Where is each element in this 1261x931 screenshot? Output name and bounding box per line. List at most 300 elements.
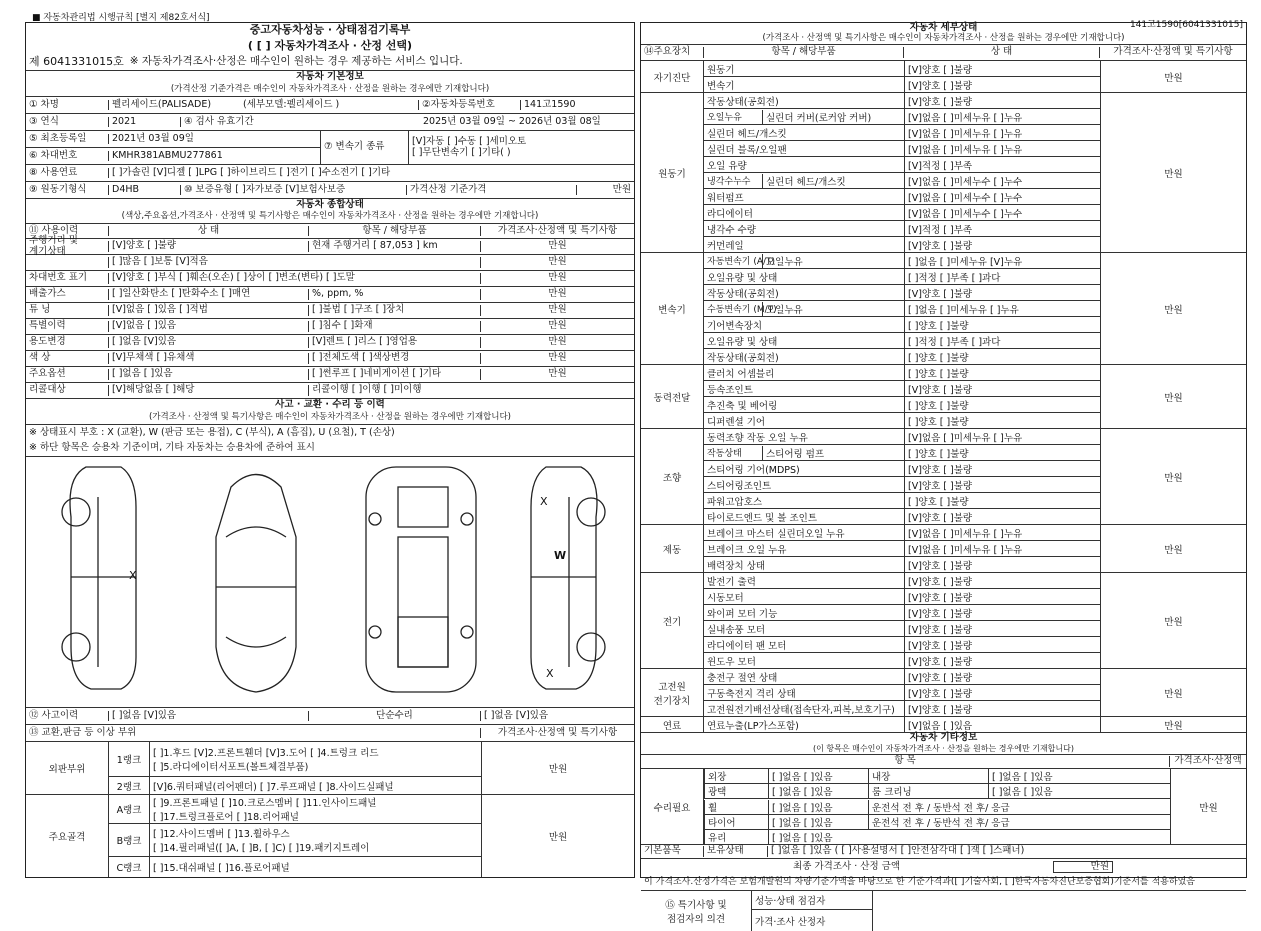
detail-group-rows — [704, 365, 1100, 428]
detail-state: [V]없음 [ ]미세누수 [ ]누수 — [904, 205, 1100, 220]
opinion-role-1-text: 성능·상태 점검자 — [755, 896, 826, 907]
detail-item: 커먼레일 — [707, 240, 744, 252]
summary-state: [ ]없음 [ ]있음 — [108, 369, 308, 379]
doc-header-right: 141고1590[6041331015] — [1129, 20, 1243, 30]
rank-1-label: 1랭크 — [109, 742, 150, 776]
detail-note — [641, 34, 1246, 45]
detail-item: 시동모터 — [707, 592, 744, 604]
detail-state: [V]적정 [ ]부족 — [904, 157, 1100, 172]
basic-items-row — [641, 845, 1246, 859]
detail-row — [704, 61, 1100, 77]
detail-state: [ ]양호 [ ]불량 — [904, 445, 1100, 460]
rank-a-items — [150, 795, 481, 823]
summary-label: 주행거리 및 계기상태 — [29, 235, 78, 257]
detail-row — [704, 237, 1100, 252]
summary-state: [V]없음 [ ]있음 — [108, 321, 308, 331]
summary-state: [ ]많음 [ ]보통 [V]적음 — [108, 257, 308, 267]
summary-row — [26, 287, 634, 303]
detail-item: 충전구 절연 상태 — [707, 672, 778, 684]
detail-row — [704, 413, 1100, 428]
summary-rows — [26, 235, 634, 399]
detail-group — [641, 717, 1246, 733]
transmission-line-1: [V]자동 [ ]수동 [ ]세미오토 — [412, 136, 527, 148]
detail-group-rows — [704, 717, 1100, 732]
detail-row — [704, 509, 1100, 524]
summary-item: 현재 주행거리 [ 87,053 ] km — [308, 241, 480, 251]
summary-label: 주요옵션 — [29, 368, 66, 380]
detail-state: [V]양호 [ ]불량 — [904, 605, 1100, 620]
outer-panel-block — [26, 742, 634, 795]
detail-state: [V]양호 [ ]불량 — [904, 77, 1100, 92]
summary-label: 색 상 — [29, 352, 51, 364]
detail-group-name: 조향 — [641, 429, 704, 524]
detail-item: 스티어링조인트 — [707, 480, 772, 492]
etc-note-text: (이 항목은 매수인이 자동차가격조사 · 산정을 원하는 경우에만 기재합니다) — [813, 743, 1074, 753]
repair-row — [704, 769, 1170, 784]
detail-state: [V]양호 [ ]불량 — [904, 557, 1100, 572]
detail-item: 연료누출(LP가스포함) — [707, 720, 799, 732]
basic-items-a: 보유상태 — [703, 846, 767, 856]
summary-state: [V]해당없음 [ ]해당 — [108, 385, 308, 395]
rank-a-line-1: [ ]9.프론트패널 [ ]10.크로스멤버 [ ]11.인사이드패널 — [153, 798, 377, 809]
doc-number: 제 6041331015호 — [29, 54, 124, 68]
detail-state: [ ]없음 [ ]미세누유 [ ]누유 — [904, 301, 1100, 316]
detail-state: [V]양호 [ ]불량 — [904, 669, 1100, 684]
detail-group-name: 고전원 전기장치 — [641, 669, 704, 716]
detail-state: [V]없음 [ ]미세누유 [ ]누유 — [904, 141, 1100, 156]
legend-1-text: ※ 상태표시 부호 : X (교환), W (판금 또는 용접), C (부식), A (흠집), U (요철), T (손상) — [29, 426, 395, 438]
detail-state: [V]없음 [ ]있음 — [904, 717, 1100, 732]
left-side-car-outline — [70, 467, 136, 689]
doc-title — [26, 23, 634, 38]
summary-row — [26, 383, 634, 399]
final-price-row — [641, 859, 1246, 875]
right-rear-wheel — [577, 633, 605, 661]
detail-item: 스티어링 펌프 — [762, 446, 904, 460]
detail-item: 라디에이터 — [707, 208, 753, 220]
detail-group-rows — [704, 573, 1100, 668]
basic-rlabel: ②자동차등록번호 — [418, 100, 520, 110]
detail-row — [704, 221, 1100, 237]
main-frame-block — [26, 795, 634, 877]
exchange-head-row — [26, 725, 634, 742]
detail-row — [704, 429, 1100, 445]
summary-label: 특별이력 — [29, 320, 66, 332]
detail-head-cell: 가격조사·산정액 및 특기사항 — [1099, 47, 1246, 57]
detail-item: 라디에이터 팬 모터 — [707, 640, 787, 652]
car-diagram — [26, 457, 634, 708]
basic-value: [ ]가솔린 [V]디젤 [ ]LPG [ ]하이브리드 [ ]전기 [ ]수소전기 [ ]기타 — [108, 168, 634, 178]
detail-price: 만원 — [1100, 525, 1246, 572]
opinion-role-2-text: 가격·조사 산정자 — [755, 916, 826, 928]
detail-row — [704, 205, 1100, 221]
accident-note — [26, 412, 634, 425]
detail-group — [641, 61, 1246, 93]
etc-title — [641, 733, 1246, 744]
detail-state: [V]양호 [ ]불량 — [904, 589, 1100, 604]
detail-head-cell: 상 태 — [903, 47, 1099, 57]
mark-x-3: X — [546, 667, 554, 680]
doc-subtitle — [26, 38, 634, 54]
repair-value: [ ]없음 [ ]있음 — [768, 784, 868, 798]
detail-state: [V]없음 [ ]미세누수 [ ]누수 — [904, 189, 1100, 204]
detail-state: [V]양호 [ ]불량 — [904, 477, 1100, 492]
summary-note — [26, 211, 634, 224]
exchange-head-label: ⑬ 교환,판금 등 이상 부위 — [29, 726, 137, 738]
detail-item: 워터펌프 — [707, 192, 744, 204]
summary-item: [ ]전체도색 [ ]색상변경 — [308, 353, 480, 363]
detail-group-rows — [704, 429, 1100, 524]
detail-item: 고전원전기배선상태(접속단자,피복,보호기구) — [707, 704, 895, 716]
summary-row — [26, 303, 634, 319]
basic-mid: ④ 검사 유효기간 — [180, 117, 420, 127]
detail-item: 와이퍼 모터 기능 — [707, 608, 778, 620]
basic-rvalue: 만원 — [576, 185, 634, 195]
basic-items-label: 기본품목 — [644, 845, 681, 857]
rank-a-label: A랭크 — [109, 795, 150, 823]
detail-row — [704, 605, 1100, 621]
detail-row — [704, 541, 1100, 557]
summary-row — [26, 351, 634, 367]
opinion-block — [641, 891, 1246, 931]
detail-state: [ ]적정 [ ]부족 [ ]과다 — [904, 269, 1100, 284]
detail-item: 스티어링 기어(MDPS) — [707, 464, 800, 476]
exchange-head-right: 가격조사·산정액 및 특기사항 — [480, 728, 634, 738]
etc-title-text: 자동차 기타정보 — [909, 732, 978, 744]
detail-price: 만원 — [1100, 93, 1246, 252]
detail-state: [V]양호 [ ]불량 — [904, 621, 1100, 636]
left-rear-wheel — [62, 633, 90, 661]
accident-title — [26, 399, 634, 412]
rank-1-line-2: [ ]5.라디에이터서포트(볼트체결부품) — [153, 762, 309, 773]
repair-row — [704, 830, 1170, 844]
final-note-text: 이 가격조사.산정가격은 보험개발원의 차량기준가액을 바탕으로 한 기준가격과([ ]기술사회, [ ]한국자동차진단보증협회)기준서를 적용하였음 — [644, 876, 1195, 887]
detail-row — [704, 477, 1100, 493]
detail-state: [ ]양호 [ ]불량 — [904, 413, 1100, 428]
repair-rows — [704, 769, 1170, 844]
summary-state: [V]양호 [ ]부식 [ ]훼손(오손) [ ]상이 [ ]변조(변타) [ ]도말 — [108, 273, 308, 283]
etc-head-cell: 항 목 — [894, 755, 916, 767]
summary-price: 만원 — [480, 289, 634, 299]
summary-item: 리콜이행 [ ]이행 [ ]미이행 — [308, 385, 480, 395]
detail-state: [V]양호 [ ]불량 — [904, 93, 1100, 108]
detail-note-text: (가격조사 · 산정액 및 특기사항은 매수인이 자동차가격조사 · 산정을 원하는 경우에만 기재합니다) — [762, 33, 1125, 44]
repair-row — [704, 784, 1170, 799]
simple-repair-value: [ ]없음 [V]있음 — [480, 711, 634, 721]
summary-item: [ ]불법 [ ]구조 [ ]장치 — [308, 305, 480, 315]
detail-state: [V]양호 [ ]불량 — [904, 381, 1100, 396]
detail-item: 기어변속장치 — [707, 320, 763, 332]
detail-state: [V]없음 [ ]미세누유 [ ]누유 — [904, 109, 1100, 124]
summary-price: 만원 — [480, 353, 634, 363]
detail-state: [V]양호 [ ]불량 — [904, 509, 1100, 524]
accident-history-value: [ ]없음 [V]있음 — [108, 711, 308, 721]
left-front-wheel — [62, 498, 90, 526]
basic-info-title-text: 자동차 기본정보 — [296, 71, 364, 83]
detail-state: [V]양호 [ ]불량 — [904, 61, 1100, 76]
detail-state: [V]양호 [ ]불량 — [904, 653, 1100, 668]
detail-price: 만원 — [1100, 669, 1246, 716]
detail-item: 윈도우 모터 — [707, 656, 756, 668]
rank-b-items — [150, 824, 481, 856]
detail-price: 만원 — [1100, 365, 1246, 428]
detail-state: [V]없음 [ ]미세누유 [ ]누유 — [904, 125, 1100, 140]
detail-item: 변속기 — [707, 80, 735, 92]
detail-item: 실린더 헤드/개스킷 — [707, 128, 787, 140]
summary-row — [26, 335, 634, 351]
detail-group-rows — [704, 525, 1100, 572]
detail-state: [V]양호 [ ]불량 — [904, 685, 1100, 700]
detail-sub: 작동상태 — [707, 449, 742, 459]
detail-group-name: 전기 — [641, 573, 704, 668]
detail-row — [704, 189, 1100, 205]
transmission-line-2: [ ]무단변속기 [ ]기타( ) — [412, 146, 511, 158]
summary-price: 만원 — [480, 321, 634, 331]
repair-value: [ ]없음 [ ]있음 — [768, 815, 868, 829]
summary-item: [ ]침수 [ ]화재 — [308, 321, 480, 331]
detail-row — [704, 285, 1100, 301]
accident-history-label: ⑫ 사고이력 — [29, 709, 79, 721]
summary-state: [V]양호 [ ]불량 — [108, 241, 308, 251]
summary-label: 차대번호 표기 — [29, 272, 88, 284]
basic-label: ⑧ 사용연료 — [29, 166, 78, 178]
accident-title-text: 사고 · 교환 · 수리 등 이력 — [275, 399, 385, 411]
detail-group-name: 동력전달 — [641, 365, 704, 428]
repair-item: 외장 — [704, 769, 768, 783]
detail-row — [704, 653, 1100, 668]
repair-row — [704, 815, 1170, 830]
detail-group — [641, 573, 1246, 669]
detail-price: 만원 — [1100, 429, 1246, 524]
detail-state: [V]없음 [ ]미세누유 [ ]누유 — [904, 541, 1100, 556]
summary-item: [V]렌트 [ ]리스 [ ]영업용 — [308, 337, 480, 347]
detail-state: [ ]양호 [ ]불량 — [904, 317, 1100, 332]
detail-group-name: 자기진단 — [641, 61, 704, 92]
rank-b-line-2: [ ]14.필러패널([ ]A, [ ]B, [ ]C) [ ]19.패키지트레이 — [153, 843, 370, 854]
detail-state: [V]양호 [ ]불량 — [904, 637, 1100, 652]
basic-info-note — [26, 84, 634, 97]
detail-item: 클러치 어셈블리 — [707, 368, 775, 380]
summary-item: %, ppm, % — [308, 289, 480, 299]
basic-row-1 — [26, 97, 634, 114]
summary-label: 배출가스 — [29, 288, 66, 300]
rank-c-row — [109, 857, 481, 877]
detail-row — [704, 109, 1100, 125]
opinion-role-2 — [752, 910, 872, 931]
basic-rlabel: 가격산정 기준가격 — [406, 185, 576, 195]
detail-row — [704, 621, 1100, 637]
detail-group — [641, 525, 1246, 573]
repair-item-2: 룸 크리닝 — [868, 784, 988, 798]
detail-row — [704, 637, 1100, 653]
detail-group-rows — [704, 93, 1100, 252]
doc-number-note: ※ 자동차가격조사·산정은 매수인이 원하는 경우 제공하는 서비스 입니다. — [129, 55, 463, 68]
doc-subtitle-text: ( [ ] 자동차가격조사 · 산정 선택) — [247, 38, 413, 52]
main-frame-label: 주요골격 — [26, 795, 109, 877]
summary-price: 만원 — [480, 241, 634, 251]
mark-x-1: X — [129, 569, 137, 582]
repair-item-2: 운전석 전 후 / 동반석 전 후/ 응급 — [868, 815, 1170, 829]
repair-value: [ ]없음 [ ]있음 — [768, 830, 868, 844]
basic-mid: (세부모델:펠리세이드 ) — [243, 98, 340, 110]
detail-state: [V]양호 [ ]불량 — [904, 237, 1100, 252]
top-view-car-outline — [216, 475, 296, 693]
rank-c-line-1: [ ]15.대쉬패널 [ ]16.플로어패널 — [153, 863, 290, 874]
detail-head-cell: ⑭주요장치 — [644, 46, 691, 58]
detail-item: 오일 유량 — [707, 160, 747, 172]
detail-item: 작동상태(공회전) — [707, 96, 779, 108]
detail-item: 발전기 출력 — [707, 576, 756, 588]
right-front-wheel — [577, 498, 605, 526]
detail-item: 작동상태(공회전) — [707, 288, 779, 300]
detail-price: 만원 — [1100, 61, 1246, 92]
opinion-roles — [752, 891, 872, 931]
basic-row-2 — [26, 114, 634, 131]
etc-note — [641, 744, 1246, 755]
repair-item-2: 운전석 전 후 / 동반석 전 후/ 응급 — [868, 800, 1170, 814]
detail-row — [704, 125, 1100, 141]
detail-state: [ ]없음 [ ]미세누유 [V]누유 — [904, 253, 1100, 268]
repair-item: 휠 — [704, 800, 768, 814]
detail-sub: 냉각수누수 — [707, 177, 751, 187]
repair-item: 유리 — [704, 830, 768, 844]
repair-price: 만원 — [1170, 769, 1246, 844]
detail-row — [704, 493, 1100, 509]
detail-row — [704, 685, 1100, 701]
summary-head-cell: ⑪ 사용이력 — [29, 224, 79, 236]
detail-price: 만원 — [1100, 573, 1246, 668]
detail-state: [V]없음 [ ]미세누유 [ ]누유 — [904, 429, 1100, 444]
summary-state: [ ]일산화탄소 [ ]탄화수소 [ ]매연 — [108, 289, 308, 299]
detail-item: 파워고압호스 — [707, 496, 763, 508]
transmission-options — [408, 131, 634, 164]
outer-panel-price: 만원 — [481, 742, 634, 794]
basic-info-note-text: (가격산정 기준가격은 매수인이 자동차가격조사 · 산정을 원하는 경우에만 기재합니다) — [170, 84, 490, 95]
detail-item: 오일유량 및 상태 — [707, 336, 778, 348]
detail-sub: 수동변속기 (M/T) — [707, 305, 777, 315]
detail-item: 작동상태(공회전) — [707, 352, 779, 364]
simple-repair-label: 단순수리 — [308, 711, 480, 721]
detail-row — [704, 397, 1100, 413]
detail-head-cell: 항목 / 해당부품 — [703, 47, 903, 57]
left-page — [25, 22, 635, 878]
basic-items-b: [ ]없음 [ ]있음 ( [ ]사용설명서 [ ]안전삼각대 [ ]잭 [ ]스패너) — [767, 846, 1246, 856]
right-page — [640, 22, 1247, 928]
summary-row — [26, 367, 634, 383]
legend-2-text: ※ 하단 항목은 승용차 기준이며, 기타 자동차는 승용차에 준하여 표시 — [29, 442, 315, 454]
basic-label: ⑥ 차대번호 — [29, 150, 78, 162]
final-note-row — [641, 875, 1246, 891]
summary-row — [26, 235, 634, 257]
basic-rlabel: 2025년 03월 09일 ~ 2026년 03월 08일 — [423, 115, 601, 127]
detail-state: [ ]양호 [ ]불량 — [904, 365, 1100, 380]
summary-head — [26, 224, 634, 239]
detail-row — [704, 77, 1100, 92]
legend-2 — [26, 441, 634, 457]
basic-value: KMHR381ABMU277861 — [108, 151, 320, 161]
final-price-unit: 만원 — [1053, 861, 1113, 873]
detail-row — [704, 573, 1100, 589]
rank-b-row — [109, 824, 481, 857]
detail-state: [V]적정 [ ]부족 — [904, 221, 1100, 236]
detail-row — [704, 333, 1100, 349]
detail-row — [704, 317, 1100, 333]
summary-state: [V]없음 [ ]있음 [ ]적법 — [108, 305, 308, 315]
summary-title-text: 자동차 종합상태 — [296, 198, 364, 210]
basic-value: 2021 — [108, 117, 180, 127]
rank-a-line-2: [ ]17.트렁크플로어 [ ]18.리어패널 — [153, 812, 299, 823]
mark-x-2: X — [540, 495, 548, 508]
detail-title-text: 자동차 세부상태 — [909, 22, 978, 34]
detail-item: 오일누유 — [762, 302, 904, 316]
basic-label: ⑤ 최초등록일 — [29, 133, 87, 145]
etc-head — [641, 755, 1246, 769]
etc-head-cell: 가격조사·산정액 — [1169, 756, 1246, 766]
detail-item: 오일누유 — [762, 254, 904, 268]
detail-row — [704, 253, 1100, 269]
basic-label: ③ 연식 — [29, 115, 59, 127]
summary-head-cell: 가격조사·산정액 및 특기사항 — [480, 226, 634, 236]
detail-row — [704, 365, 1100, 381]
summary-title — [26, 199, 634, 211]
summary-row — [26, 255, 634, 271]
repair-item-2: 내장 — [868, 769, 988, 783]
rank-2-line-1: [V]6.쿼터패널(리어펜더) [ ]7.루프패널 [ ]8.사이드실패널 — [153, 781, 394, 793]
detail-state: [ ]양호 [ ]불량 — [904, 397, 1100, 412]
summary-item: [ ]썬루프 [ ]네비게이션 [ ]기타 — [308, 369, 480, 379]
vin-row — [26, 148, 320, 164]
first-reg-row — [26, 131, 320, 148]
basic-label: ① 차명 — [29, 98, 59, 110]
detail-price: 만원 — [1100, 253, 1246, 364]
detail-row — [704, 269, 1100, 285]
detail-item: 냉각수 수량 — [707, 224, 756, 236]
summary-state: [V]무채색 [ ]유채색 — [108, 353, 308, 363]
rank-1-line-1: [ ]1.후드 [V]2.프론트휀더 [V]3.도어 [ ]4.트렁크 리드 — [153, 748, 379, 759]
summary-head-cell: 상 태 — [108, 226, 308, 236]
repair-block — [641, 769, 1246, 845]
frame-view-outline — [366, 467, 476, 692]
detail-group — [641, 429, 1246, 525]
basic-label: ⑨ 원동기형식 — [29, 183, 87, 195]
detail-row — [704, 349, 1100, 364]
transmission-label: ⑦ 변속기 종류 — [320, 131, 408, 164]
opinion-label: ⑮ 특기사항 및 점검자의 의견 — [641, 891, 752, 931]
detail-group — [641, 669, 1246, 717]
main-frame-ranks — [109, 795, 481, 877]
detail-item: 배력장치 상태 — [707, 560, 766, 572]
detail-row — [704, 461, 1100, 477]
detail-state: [V]없음 [ ]미세누유 [ ]누유 — [904, 525, 1100, 540]
detail-group-name: 원동기 — [641, 93, 704, 252]
detail-item: 브레이크 마스터 실린더오일 누유 — [707, 528, 845, 540]
detail-row — [704, 525, 1100, 541]
summary-note-text: (색상,주요옵션,가격조사 · 산정액 및 특기사항은 매수인이 자동차가격조사 · 산정을 원하는 경우에만 기재합니다) — [121, 211, 539, 222]
detail-item: 브레이크 오일 누유 — [707, 544, 787, 556]
detail-state: [V]양호 [ ]불량 — [904, 461, 1100, 476]
detail-item: 실내송풍 모터 — [707, 624, 766, 636]
detail-item: 추진축 및 베어링 — [707, 400, 778, 412]
basic-row-3 — [26, 131, 634, 165]
basic-value: D4HB — [108, 185, 180, 195]
repair-value-2: [ ]없음 [ ]있음 — [988, 769, 1170, 783]
detail-group — [641, 93, 1246, 253]
detail-row — [704, 173, 1100, 189]
detail-item: 등속조인트 — [707, 384, 753, 396]
detail-state: [V]양호 [ ]불량 — [904, 701, 1100, 716]
summary-price: 만원 — [480, 369, 634, 379]
basic-value: 펠리세이드(PALISADE) — [108, 100, 240, 110]
